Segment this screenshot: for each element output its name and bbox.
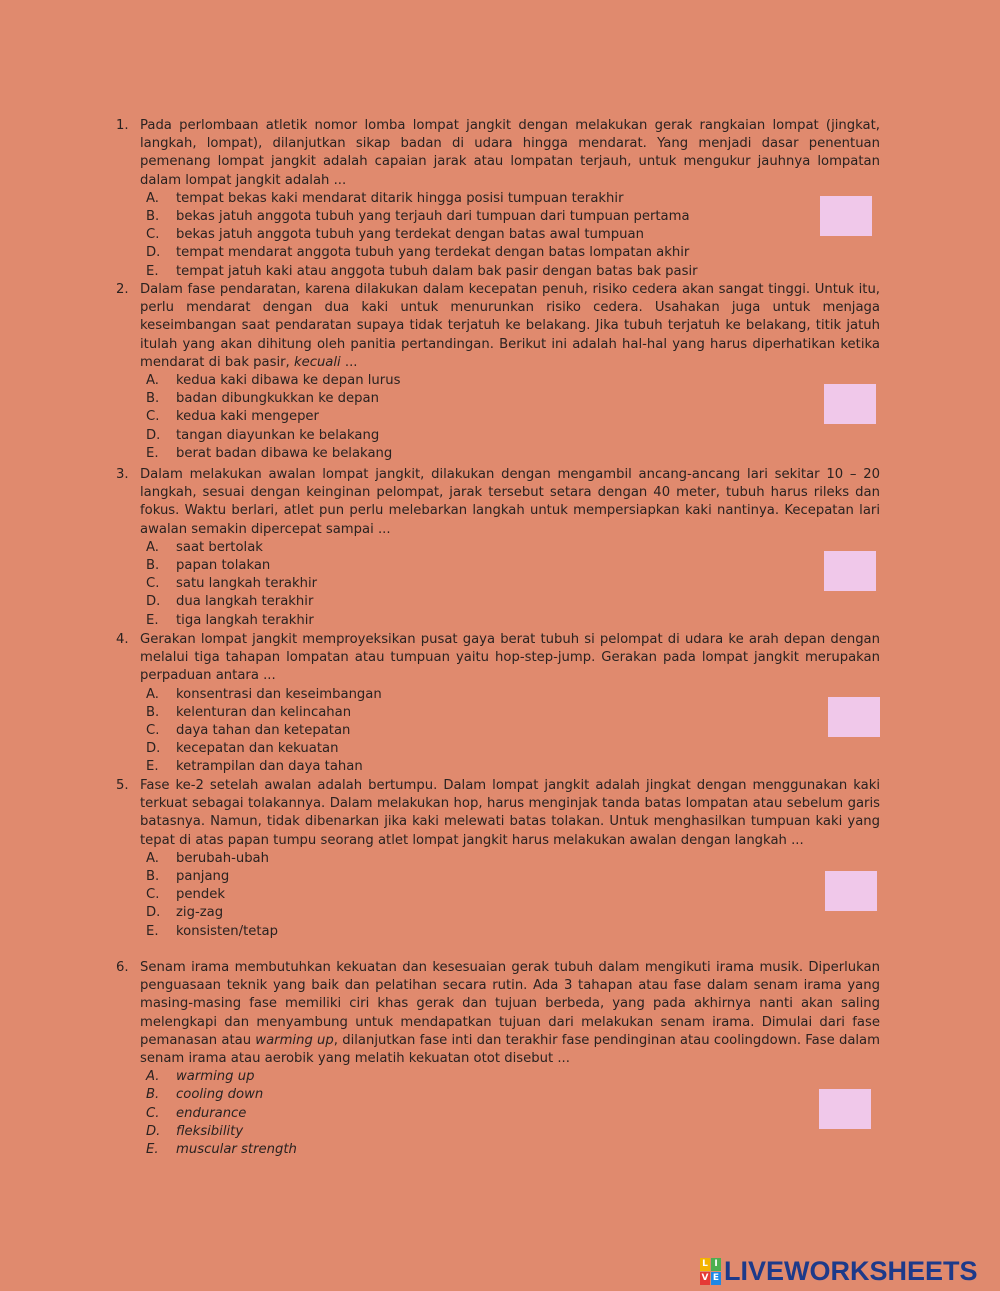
- question-number: 3.: [116, 467, 129, 482]
- option-c: C. satu langkah terakhir: [146, 576, 318, 592]
- question-4: [116, 631, 880, 777]
- logo-cell: E: [712, 1273, 720, 1283]
- option-d: D. fleksibility: [146, 1123, 244, 1139]
- question-text: Fase ke-2 setelah awalan adalah bertumpu. Dalam lompat jangkit adalah jingkat dengan menggunakan kaki terkuat sebagai tolakannya. Dalam melakukan hop, harus menginjak tanda batas lompatan atau sebelum garis batasnya. Namun, tidak dibenarkan jika kaki melewati batas tolakan. Untuk menghasilkan tumpuan kaki yang tepat di atas papan tumpu seorang atlet lompat jangkit harus melakukan awalan dengan langkah ...: [140, 778, 880, 848]
- answer-input-2[interactable]: [824, 384, 876, 424]
- option-c: C. bekas jatuh anggota tubuh yang terdekat dengan batas awal tumpuan: [146, 227, 644, 243]
- logo-text: LIVEWORKSHEETS: [724, 1255, 978, 1286]
- answer-input-1[interactable]: [820, 196, 872, 236]
- question-number: 4.: [116, 632, 129, 647]
- option-e: E. tempat jatuh kaki atau anggota tubuh dalam bak pasir dengan batas bak pasir: [146, 263, 698, 279]
- question-2: [116, 281, 880, 463]
- option-b: B. panjang: [146, 869, 230, 885]
- option-b: B. bekas jatuh anggota tubuh yang terjauh dari tumpuan dari tumpuan pertama: [146, 209, 690, 225]
- options-list: [146, 190, 880, 281]
- option-d: D. zig-zag: [146, 905, 224, 921]
- options-list: [146, 1068, 880, 1159]
- option-a: A. berubah-ubah: [146, 850, 270, 866]
- question-3: [116, 466, 880, 630]
- question-text: Dalam fase pendaratan, karena dilakukan dalam kecepatan penuh, risiko cedera akan sangat tinggi. Untuk itu, perlu mendarat dengan dua kaki untuk menurunkan risiko cedera. Usahakan juga untuk menjaga keseimbangan saat pendaratan supaya tidak terjatuh ke belakang. Jika tubuh terjatuh ke belakang, titik jatuh itulah yang akan dihitung oleh panitia pertandingan. Berikut ini adalah hal-hal yang harus diperhatikan ketika mendarat di bak pasir, kecuali ...: [140, 282, 880, 370]
- question-number: 6.: [116, 960, 129, 975]
- option-d: D. tangan diayunkan ke belakang: [146, 427, 380, 443]
- option-b: B. kelenturan dan kelincahan: [146, 704, 352, 720]
- option-c: C. endurance: [146, 1105, 247, 1121]
- option-d: D. kecepatan dan kekuatan: [146, 741, 339, 757]
- logo-mark-icon: [700, 1258, 721, 1285]
- question-1: [116, 117, 880, 281]
- option-e: E. muscular strength: [146, 1142, 297, 1158]
- question-text: Pada perlombaan atletik nomor lomba lompat jangkit dengan melakukan gerak rangkaian lompat (jingkat, langkah, lompat), dilanjutkan sikap badan di udara hingga mendarat. Yang menjadi dasar penentuan pemenang lompat jangkit adalah capaian jarak atau lompatan terjauh, untuk mengukur jauhnya lompatan dalam lompat jangkit adalah ...: [140, 118, 880, 188]
- option-b: B. badan dibungkukkan ke depan: [146, 391, 379, 407]
- options-list: [146, 372, 880, 463]
- option-c: C. kedua kaki mengeper: [146, 409, 319, 425]
- options-list: [146, 850, 880, 941]
- option-d: D. dua langkah terakhir: [146, 594, 314, 610]
- answer-input-6[interactable]: [819, 1089, 871, 1129]
- option-a: A. kedua kaki dibawa ke depan lurus: [146, 373, 401, 389]
- option-a: A. konsentrasi dan keseimbangan: [146, 686, 382, 702]
- logo-cell: I: [711, 1258, 721, 1271]
- question-number: 1.: [116, 118, 129, 133]
- question-text: Dalam melakukan awalan lompat jangkit, dilakukan dengan mengambil ancang-ancang lari sekitar 10 – 20 langkah, sesuai dengan keinginan pelompat, jarak tersebut setara dengan 40 meter, tubuh harus rileks dan fokus. Waktu berlari, atlet pun perlu melebarkan langkah untuk mempersiapkan kaki nantinya. Kecepatan lari awalan semakin dipercepat sampai ...: [140, 467, 880, 537]
- answer-input-4[interactable]: [828, 697, 880, 737]
- question-number: 2.: [116, 282, 129, 297]
- option-e: E. berat badan dibawa ke belakang: [146, 445, 393, 461]
- logo-cell: V: [701, 1273, 709, 1283]
- option-e: E. ketrampilan dan daya tahan: [146, 759, 363, 775]
- option-b: B. cooling down: [146, 1087, 264, 1103]
- options-list: [146, 686, 880, 777]
- options-list: [146, 539, 880, 630]
- option-c: C. daya tahan dan ketepatan: [146, 723, 351, 739]
- liveworksheets-logo[interactable]: [700, 1256, 978, 1286]
- option-a: A. saat bertolak: [146, 539, 263, 555]
- option-a: A. warming up: [146, 1069, 255, 1085]
- option-c: C. pendek: [146, 887, 225, 903]
- answer-input-3[interactable]: [824, 551, 876, 591]
- question-text: Gerakan lompat jangkit memproyeksikan pusat gaya berat tubuh si pelompat di udara ke arah depan dengan melalui tiga tahapan lompatan atau tumpuan yaitu hop-step-jump. Gerakan pada lompat jangkit merupakan perpaduan antara ...: [140, 632, 880, 684]
- option-b: B. papan tolakan: [146, 558, 271, 574]
- question-6: [116, 959, 880, 1159]
- question-number: 5.: [116, 778, 129, 793]
- question-5: [116, 777, 880, 941]
- option-d: D. tempat mendarat anggota tubuh yang terdekat dengan batas lompatan akhir: [146, 245, 690, 261]
- option-e: E. tiga langkah terakhir: [146, 612, 314, 628]
- option-e: E. konsisten/tetap: [146, 923, 278, 939]
- answer-input-5[interactable]: [825, 871, 877, 911]
- question-text: Senam irama membutuhkan kekuatan dan kesesuaian gerak tubuh dalam mengikuti irama musik. Diperlukan penguasaan teknik yang baik dan pelatihan secara rutin. Ada 3 tahapan atau fase dalam senam irama yang masing-masing fase memiliki ciri khas gerak dan tujuan berbeda, yang pada akhirnya nanti akan saling melengkapi dan menyambung untuk mendapatkan tujuan dari melakukan senam irama. Dimulai dari fase pemanasan atau warming up, dilanjutkan fase inti dan terakhir fase pendinginan atau coolingdown. Fase dalam senam irama atau aerobik yang melatih kekuatan otot disebut ...: [140, 960, 880, 1067]
- option-a: A. tempat bekas kaki mendarat ditarik hingga posisi tumpuan terakhir: [146, 190, 624, 206]
- logo-cell: L: [700, 1258, 710, 1271]
